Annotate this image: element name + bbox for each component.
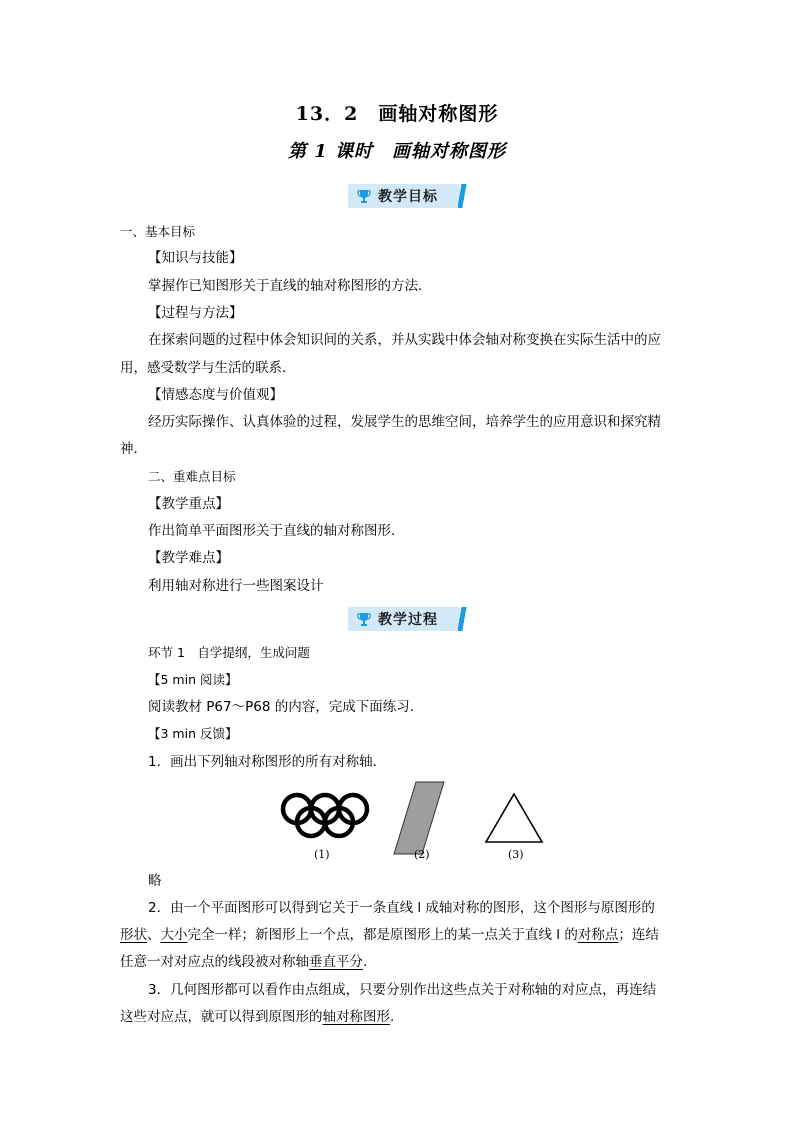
banner-label: 教学过程: [378, 612, 438, 628]
knowledge-tag: 【知识与技能】: [148, 250, 243, 266]
text-fragment: 这些对应点，就可以得到原图形的: [120, 1009, 323, 1025]
olympic-rings-figure: [283, 795, 367, 836]
question-3-line-1: 3．几何图形都可以看作由点组成，只要分别作出这些点关于对称轴的对应点，再连结: [148, 982, 657, 998]
parallelogram-figure: [394, 782, 444, 854]
figure-label-3: (3): [508, 848, 524, 861]
emotion-text-2: 神．: [120, 441, 147, 457]
knowledge-text: 掌握作已知图形关于直线的轴对称图形的方法．: [148, 278, 432, 294]
text-fragment: .: [363, 954, 368, 970]
process-method-tag: 【过程与方法】: [148, 305, 243, 321]
blank-answer: 垂直平分: [309, 954, 363, 970]
text-fragment: ；连结: [618, 927, 659, 943]
blank-answer: 对称点: [577, 927, 619, 943]
focus-text: 作出简单平面图形关于直线的轴对称图形．: [148, 523, 405, 539]
lesson-subtitle: 第 1 课时 画轴对称图形: [287, 141, 507, 162]
text-fragment: 任意一对对应点的线段被对称轴: [120, 954, 309, 970]
process-method-text-2: 用，感受数学与生活的联系．: [120, 360, 296, 376]
text-fragment: .: [390, 1009, 395, 1025]
basic-goals-heading: 一、基本目标: [120, 224, 196, 239]
focus-tag: 【教学重点】: [148, 496, 229, 512]
emotion-tag: 【情感态度与价值观】: [148, 387, 283, 403]
step1-heading: 环节 1 自学提纲，生成问题: [148, 645, 310, 660]
blank-answer: 大小: [160, 927, 188, 943]
trophy-icon: [356, 611, 372, 627]
emotion-text-1: 经历实际操作、认真体验的过程，发展学生的思维空间，培养学生的应用意识和探究精: [148, 414, 661, 430]
banner-stripe: [458, 184, 468, 208]
answer-1: 略: [148, 873, 162, 889]
page-title: 13．2 画轴对称图形: [295, 103, 499, 125]
banner-stripe: [458, 607, 468, 631]
question-1: 1．画出下列轴对称图形的所有对称轴．: [148, 754, 387, 770]
read-tag: 【5 min 阅读】: [148, 672, 238, 687]
blank-answer: 轴对称图形: [322, 1009, 390, 1025]
question-2-line-2: [120, 922, 680, 948]
difficulty-tag: 【教学难点】: [148, 550, 229, 566]
question-2-line-3: [120, 949, 680, 975]
figure-label-1: (1): [314, 848, 330, 861]
trophy-icon: [356, 188, 372, 204]
question-2-line-1: 2．由一个平面图形可以得到它关于一条直线 l 成轴对称的图形，这个图形与原图形的: [148, 900, 655, 916]
feedback-tag: 【3 min 反馈】: [148, 726, 238, 741]
read-text: 阅读教材 P67～P68 的内容，完成下面练习．: [148, 699, 424, 715]
figure-label-2: (2): [414, 848, 430, 861]
key-goals-heading: 二、重难点目标: [148, 469, 236, 484]
difficulty-text: 利用轴对称进行一些图案设计: [148, 578, 324, 594]
triangle-figure: [486, 794, 542, 842]
text-fragment: 、: [147, 927, 161, 943]
banner-label: 教学目标: [378, 189, 438, 205]
section-banner-goals: [348, 184, 468, 208]
section-banner-process: [348, 607, 468, 631]
text-fragment: 完全一样；新图形上一个点，都是原图形上的某一点关于直线 l 的: [187, 927, 578, 943]
question-3-line-2: [120, 1004, 680, 1030]
process-method-text-1: 在探索问题的过程中体会知识间的关系，并从实践中体会轴对称变换在实际生活中的应: [148, 332, 661, 348]
blank-answer: 形状: [120, 927, 147, 943]
